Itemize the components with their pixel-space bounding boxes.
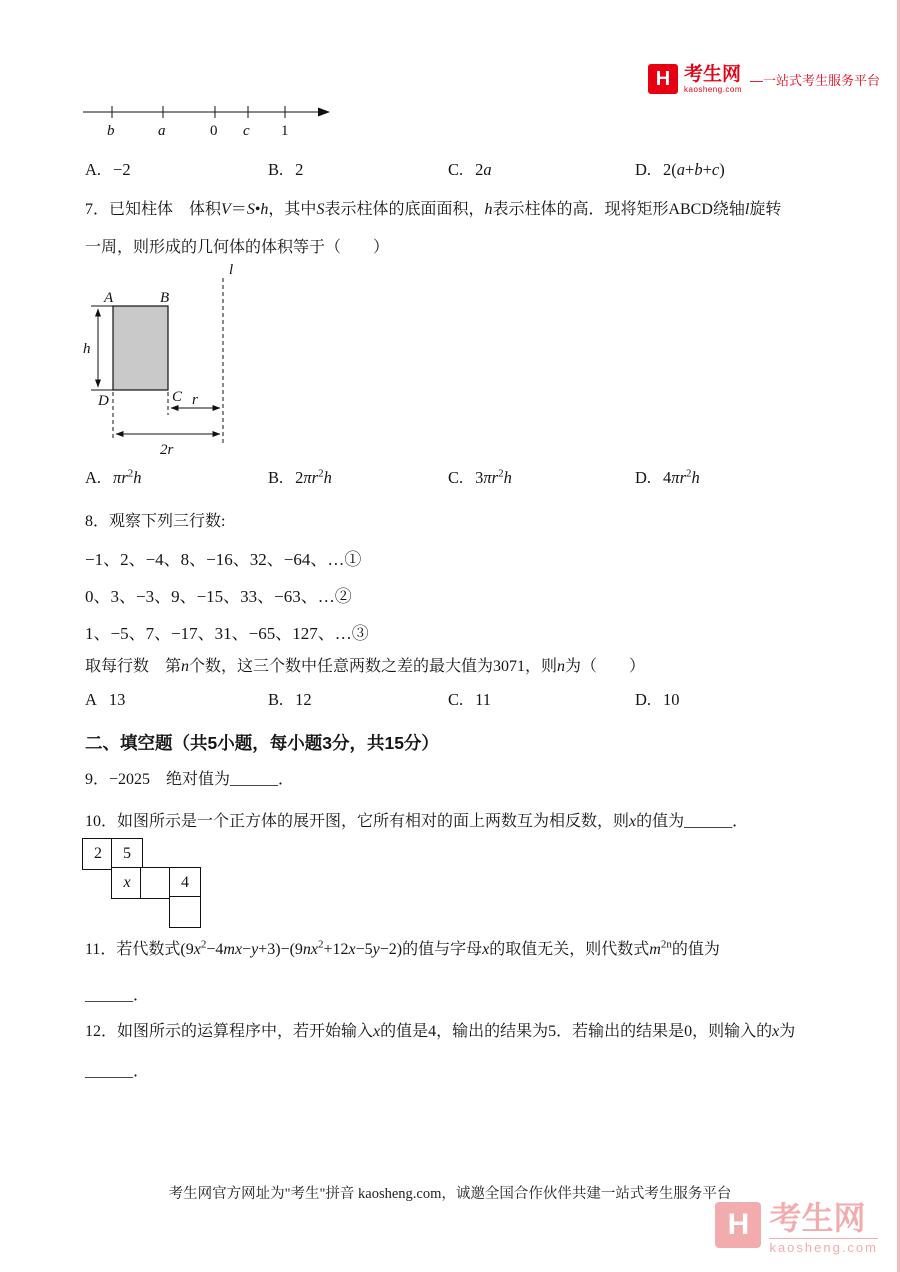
option-label: B. xyxy=(268,690,284,709)
option-label: D. xyxy=(635,468,652,487)
numberline-label-b: b xyxy=(107,123,115,139)
watermark-brand-name: 考生网 xyxy=(769,1200,866,1236)
option-value: 10 xyxy=(663,690,680,709)
question-12-line-2: ______． xyxy=(85,1063,150,1080)
rectangle-abcd xyxy=(113,306,168,390)
question-12-line-1: 12．如图所示的运算程序中，若开始输入x的值是4，输出的结果为5．若输出的结果是0，则输入的x为 xyxy=(85,1023,796,1040)
q8-option-d xyxy=(635,690,680,710)
net-cell-2: 2 xyxy=(82,838,114,870)
watermark-text xyxy=(769,1202,878,1255)
option-label: C. xyxy=(448,690,464,709)
q7-option-b xyxy=(268,468,332,488)
option-label: C. xyxy=(448,468,464,487)
watermark-logo-letter: H xyxy=(727,1208,750,1241)
numberline-label-0: 0 xyxy=(210,123,218,139)
numberline-label-c: c xyxy=(243,123,250,139)
q6-option-c xyxy=(448,160,492,180)
option-value: 2(a+b+c) xyxy=(663,160,725,179)
option-value: 11 xyxy=(475,690,492,709)
brand-domain: kaosheng.com xyxy=(684,84,743,94)
q7-option-d xyxy=(635,468,700,488)
question-7-line-1: 7．已知柱体 体积V＝S•h，其中S表示柱体的底面面积，h表示柱体的高．现将矩形ABCD绕轴l旋转 xyxy=(85,201,782,218)
q7-option-a xyxy=(85,468,141,488)
question-11-line-1: 11．若代数式$(9x^2-4mx-y+3)-(9nx^2+12x-5y-2)$的值与字母x的取值无关，则代数式$m^{2n}$的值为 xyxy=(85,938,720,958)
h-label: h xyxy=(83,341,91,357)
2r-label: 2r xyxy=(160,442,174,458)
option-label: A xyxy=(85,690,97,709)
question-11-line-2: ______． xyxy=(85,987,150,1004)
watermark-logo-icon xyxy=(715,1202,761,1248)
option-label: D. xyxy=(635,690,652,709)
watermark-logo xyxy=(715,1202,878,1255)
q8-sequence-row-1: −1、2、−4、8、−16、32、−64、…① xyxy=(85,550,362,569)
brand-tagline xyxy=(750,70,880,89)
option-value: −2 xyxy=(113,160,131,179)
net-cell-4: 4 xyxy=(169,867,201,899)
q6-option-d xyxy=(635,160,725,180)
question-8-stem: 8．观察下列三行数: xyxy=(85,513,226,530)
axis-l-label: l xyxy=(229,262,234,278)
section-2-title: 二、填空题（共5小题，每小题3分，共15分） xyxy=(85,733,439,753)
site-logo xyxy=(648,64,880,94)
arrow-right-icon xyxy=(318,108,330,117)
brand-name: 考生网 xyxy=(684,63,742,85)
option-value: 2 xyxy=(295,160,304,179)
option-value: $2\pi r^2h$ xyxy=(295,467,332,487)
question-8-continuation: 取每行数 第n个数，这三个数中任意两数之差的最大值为3071，则n为（ ） xyxy=(85,658,646,675)
footer-text: 考生网官方网址为"考生"拼音 kaosheng.com，诚邀全国合作伙伴共建一站式考生服务平台 xyxy=(168,1186,732,1202)
logo-letter: H xyxy=(655,67,671,90)
brand-text xyxy=(684,65,742,94)
watermark-brand-domain: kaosheng.com xyxy=(769,1239,878,1255)
q8-sequence-row-3: 1、−5、7、−17、31、−65、127、…③ xyxy=(85,624,369,643)
option-value: 2a xyxy=(475,160,492,179)
net-cell-blank-2 xyxy=(169,896,201,928)
option-label: A. xyxy=(85,468,102,487)
numberline-label-a: a xyxy=(158,123,166,139)
option-value: $3\pi r^2h$ xyxy=(475,467,512,487)
corner-label-c: C xyxy=(172,389,183,405)
q6-option-b xyxy=(268,160,303,180)
option-label: B. xyxy=(268,468,284,487)
q8-option-a xyxy=(85,690,125,710)
q6-option-a xyxy=(85,160,131,180)
q7-figure xyxy=(78,258,328,458)
net-cell-blank-1 xyxy=(140,867,172,899)
option-label: C. xyxy=(448,160,464,179)
question-9-text: 9．−2025 绝对值为______． xyxy=(85,771,295,788)
q8-option-c xyxy=(448,690,491,710)
numberline-label-1: 1 xyxy=(281,123,289,139)
option-value: 12 xyxy=(295,690,312,709)
tagline-text: 一站式考生服务平台 xyxy=(763,72,881,88)
option-label: D. xyxy=(635,160,652,179)
kaosheng-logo-icon xyxy=(648,64,678,94)
question-7-line-2: 一周，则形成的几何体的体积等于（ ） xyxy=(85,239,390,256)
option-value: $4\pi r^2h$ xyxy=(663,467,700,487)
corner-label-b: B xyxy=(160,290,170,306)
corner-label-d: D xyxy=(98,393,109,409)
q8-sequence-row-2: 0、3、−3、9、−15、33、−63、…② xyxy=(85,587,352,606)
net-cell-x: x xyxy=(111,867,143,899)
option-label: B. xyxy=(268,160,284,179)
q8-option-b xyxy=(268,690,312,710)
number-line-figure xyxy=(78,96,348,140)
tagline-dash: — xyxy=(750,72,764,88)
q7-option-c xyxy=(448,468,512,488)
corner-label-a: A xyxy=(104,290,114,306)
option-value: 13 xyxy=(108,690,126,709)
option-label: A. xyxy=(85,160,102,179)
r-label: r xyxy=(192,392,198,408)
option-value: $\pi r^2h$ xyxy=(113,467,142,487)
net-cell-5: 5 xyxy=(111,838,143,870)
question-10-text: 10．如图所示是一个正方体的展开图，它所有相对的面上两数互为相反数，则x的值为______． xyxy=(85,813,749,830)
